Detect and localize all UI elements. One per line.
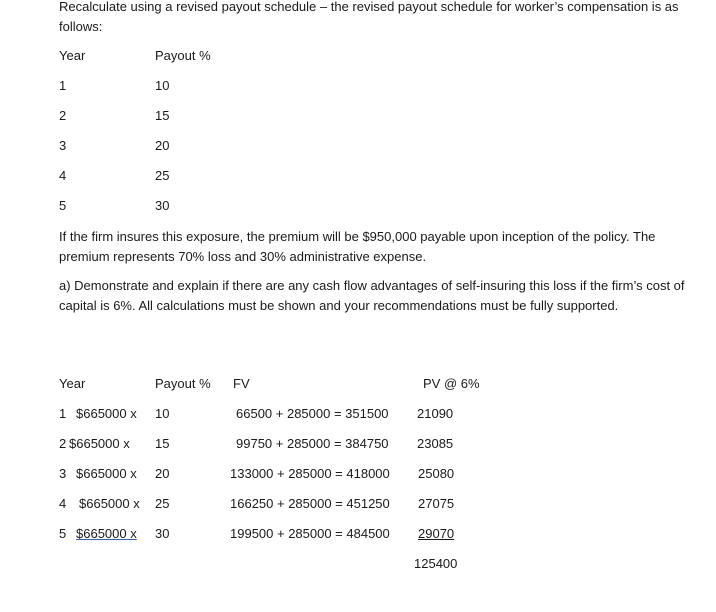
calc-fv-cell: 166250 + 285000 = 451250 bbox=[230, 496, 390, 511]
calc-fv-cell: 66500 + 285000 = 351500 bbox=[236, 406, 389, 421]
calc-header-fv: FV bbox=[233, 376, 250, 391]
schedule-year-cell: 1 bbox=[59, 78, 67, 93]
calc-pv-cell: 29070 bbox=[418, 526, 455, 541]
question-paragraph: a) Demonstrate and explain if there are any cash flow advantages of self-insuring this loss if the firm’s cost of capital is 6%. All calculations must be shown and your recommendations must be fully supported. bbox=[59, 278, 685, 313]
schedule-payout-cell: 20 bbox=[155, 138, 170, 153]
schedule-year-cell: 2 bbox=[59, 108, 67, 123]
calc-amount-cell: $665000 x bbox=[76, 406, 137, 421]
calc-header-pv: PV @ 6% bbox=[423, 376, 480, 391]
intro-paragraph: Recalculate using a revised payout schedule – the revised payout schedule for worker’s compensation is as follows: bbox=[59, 0, 679, 34]
calc-fv-cell: 199500 + 285000 = 484500 bbox=[230, 526, 390, 541]
calc-amount-cell: $665000 x bbox=[76, 526, 137, 541]
calc-pv-cell: 25080 bbox=[418, 466, 455, 481]
calc-year-cell: 3 bbox=[59, 466, 67, 481]
schedule-header-year: Year bbox=[59, 48, 86, 63]
calc-year-cell: 5 bbox=[59, 526, 67, 541]
calc-fv-cell: 99750 + 285000 = 384750 bbox=[236, 436, 389, 451]
calc-header-year: Year bbox=[59, 376, 86, 391]
calc-payout-cell: 10 bbox=[155, 406, 170, 421]
schedule-year-cell: 4 bbox=[59, 168, 67, 183]
schedule-payout-cell: 30 bbox=[155, 198, 170, 213]
schedule-payout-cell: 25 bbox=[155, 168, 170, 183]
calc-year-cell: 4 bbox=[59, 496, 67, 511]
schedule-year-cell: 5 bbox=[59, 198, 67, 213]
calc-header-payout: Payout % bbox=[155, 376, 211, 391]
calc-pv-cell: 21090 bbox=[417, 406, 454, 421]
calc-pv-cell: 27075 bbox=[418, 496, 455, 511]
calc-year-cell: 2 bbox=[59, 436, 67, 451]
calc-fv-cell: 133000 + 285000 = 418000 bbox=[230, 466, 390, 481]
schedule-header-payout: Payout % bbox=[155, 48, 211, 63]
calc-pv-total: 125400 bbox=[414, 556, 458, 571]
calc-amount-cell: $665000 x bbox=[69, 436, 130, 451]
schedule-year-cell: 3 bbox=[59, 138, 67, 153]
calc-payout-cell: 15 bbox=[155, 436, 170, 451]
calc-pv-cell: 23085 bbox=[417, 436, 454, 451]
calc-amount-cell: $665000 x bbox=[79, 496, 140, 511]
schedule-payout-cell: 10 bbox=[155, 78, 170, 93]
calc-payout-cell: 25 bbox=[155, 496, 170, 511]
schedule-payout-cell: 15 bbox=[155, 108, 170, 123]
premium-paragraph: If the firm insures this exposure, the premium will be $950,000 payable upon inception of the policy. The premium represents 70% loss and 30% administrative expense. bbox=[59, 229, 656, 264]
calc-payout-cell: 30 bbox=[155, 526, 170, 541]
calc-amount-cell: $665000 x bbox=[76, 466, 137, 481]
calc-year-cell: 1 bbox=[59, 406, 67, 421]
calc-payout-cell: 20 bbox=[155, 466, 170, 481]
